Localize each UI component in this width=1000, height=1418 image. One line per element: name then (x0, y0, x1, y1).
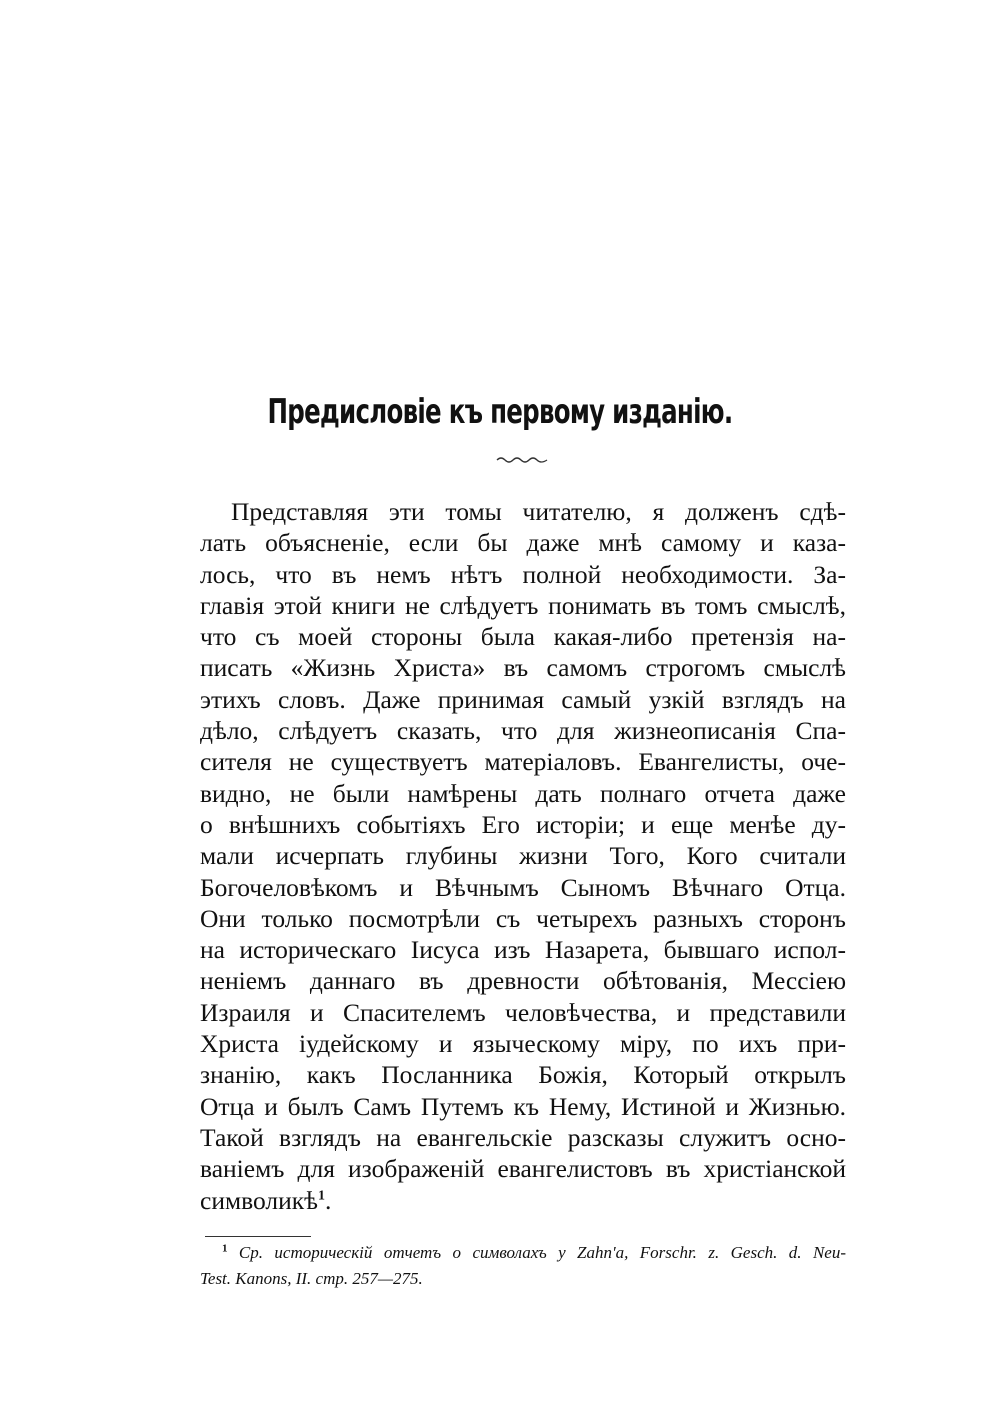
body-line: видно, не были намѣрены дать полнаго отчета даже (200, 778, 846, 808)
body-line: этихъ словъ. Даже принимая самый узкій взглядъ на (200, 684, 846, 714)
footnote (200, 1240, 846, 1292)
body-line-last: символикѣ$^1$. (200, 1185, 332, 1215)
body-line: что съ моей стороны была какая-либо претензія на- (200, 622, 846, 652)
footnote-reference[interactable]: 1 (318, 1188, 325, 1204)
body-line: лось, что въ немъ нѣтъ полной необходимости. За- (200, 559, 846, 589)
body-line: Христа іудейскому и языческому міру, по ихъ при- (200, 1029, 846, 1059)
footnote-marker: 1 (222, 1242, 228, 1255)
body-line: Представляя эти томы читателю, я долженъ сдѣ- (231, 497, 846, 526)
body-line: мали исчерпать глубины жизни Того, Кого считали (200, 841, 846, 871)
body-line: Отца и былъ Самъ Путемъ къ Нему, Истиной и Жизнью. (200, 1091, 846, 1121)
body-line: знанію, какъ Посланника Божія, Который открылъ (200, 1060, 846, 1090)
body-line: писать «Жизнь Христа» въ самомъ строгомъ смыслѣ (200, 653, 846, 683)
footnote-text: Ср. историческій отчетъ о символахъ у Zahn'a, Forschr. z. Gesch. d. Neu- (238, 1243, 846, 1262)
footnote-line: Test. Kanons, II. стр. 257—275. (200, 1269, 423, 1288)
body-text (200, 496, 846, 1216)
title-ornament (495, 455, 549, 465)
body-line: дѣло, слѣдуетъ сказать, что для жизнеописанія Спа- (200, 716, 846, 746)
body-line: ваніемъ для изображеній евангелистовъ въ христіанской (200, 1154, 846, 1184)
wave-ornament-path (497, 458, 547, 462)
body-line-text: символикѣ (200, 1185, 318, 1215)
body-line: Израиля и Спасителемъ человѣчества, и представили (200, 997, 846, 1027)
body-line: о внѣшнихъ событіяхъ Его исторіи; и еще менѣе ду- (200, 809, 846, 839)
footnote-divider (205, 1236, 311, 1237)
body-line: лать объясненіе, если бы даже мнѣ самому и каза- (200, 528, 846, 558)
body-line: Богочеловѣкомъ и Вѣчнымъ Сыномъ Вѣчнаго Отца. (200, 872, 846, 902)
footnote-line (200, 1240, 846, 1266)
body-line: Такой взглядъ на евангельскіе разсказы служитъ осно- (200, 1122, 846, 1152)
body-line: неніемъ даннаго въ древности обѣтованія, Мессіею (200, 966, 846, 996)
body-line: сителя не существуетъ матеріаловъ. Евангелисты, оче- (200, 747, 846, 777)
body-line: Они только посмотрѣли съ четырехъ разныхъ сторонъ (200, 903, 846, 933)
body-line: на историческаго Іисуса изъ Назарета, бывшаго испол- (200, 935, 846, 965)
body-line: главія этой книги не слѣдуетъ понимать въ томъ смыслѣ, (200, 590, 846, 620)
page-title: Предисловіе къ первому изданію. (267, 392, 733, 432)
